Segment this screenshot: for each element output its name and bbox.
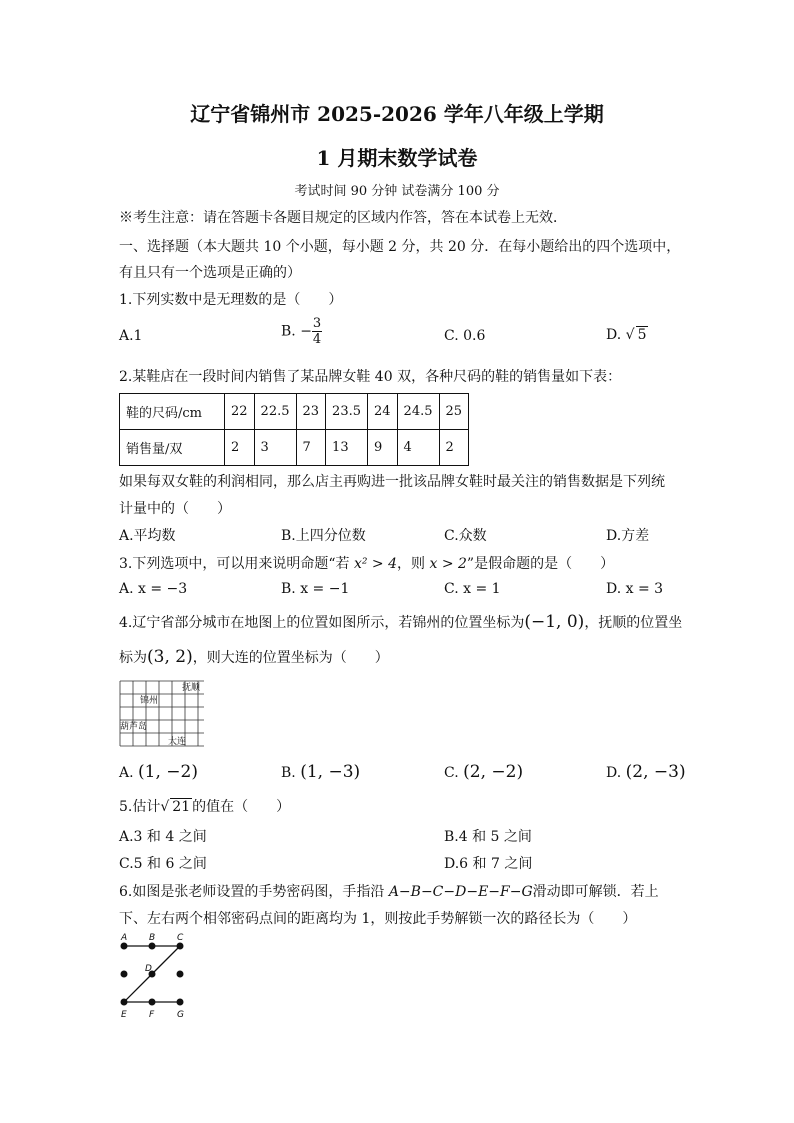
q1-option-a: A.1 (119, 328, 143, 344)
q4-option-a (119, 762, 198, 782)
fraction-numerator: 3 (312, 316, 322, 331)
q4-option-b (281, 762, 360, 782)
table-cell: 9 (368, 430, 398, 466)
q2-option-b: B.上四分位数 (281, 528, 366, 544)
q3-condition-2: x > 2 (429, 556, 467, 572)
table-row-header: 鞋的尺码/cm (120, 394, 225, 430)
dot-left-middle (121, 971, 128, 978)
exam-subtitle: 考试时间 90 分钟 试卷满分 100 分 (294, 184, 500, 199)
q4-option-b-prefix: B. (281, 765, 301, 781)
table-cell: 24 (368, 394, 398, 430)
q3-option-d: D. x = 3 (606, 581, 664, 597)
q2-option-a: A.平均数 (119, 528, 176, 544)
notice-text: ※考生注意：请在答题卡各题目规定的区域内作答，答在本试卷上无效． (119, 210, 567, 226)
q5-option-b: B.4 和 5 之间 (444, 829, 532, 845)
q3-stem-prefix: 3.下列选项中，可以用来说明命题“若 (119, 556, 354, 572)
section1-heading: 一、选择题（本大题共 10 个小题，每小题 2 分，共 20 分．在每小题给出的四个选项中， (119, 239, 681, 255)
q3-stem-mid: ，则 (397, 556, 430, 572)
shoe-size-table (119, 393, 469, 466)
table-row (120, 394, 469, 430)
q5-stem-suffix: 的值在（ ） (192, 799, 291, 815)
section1-heading-cont: 有且只有一个选项是正确的） (119, 265, 301, 281)
dot-label-b: B (149, 933, 156, 943)
q4-coord-jinzhou: (−1, 0) (524, 612, 585, 632)
table-cell: 23 (296, 394, 326, 430)
q4-option-c-prefix: C. (444, 765, 464, 781)
exam-title-line1: 辽宁省锦州市 2025-2026 学年八年级上学期 (190, 102, 604, 126)
dot-label-g: G (177, 1010, 184, 1020)
q3-option-b: B. x = −1 (281, 581, 350, 597)
table-row (120, 430, 469, 466)
q4-stem-prefix: 4.辽宁省部分城市在地图上的位置如图所示，若锦州的位置坐标为 (119, 615, 525, 631)
q4-option-d-coord: (2, −3) (625, 762, 686, 782)
sqrt-symbol: √ (625, 327, 635, 343)
dot-label-d: D (145, 964, 152, 974)
q4-option-c (444, 762, 523, 782)
dot-e (121, 999, 128, 1006)
exam-title-line2: 1 月期末数学试卷 (316, 146, 478, 170)
table-cell: 22 (225, 394, 255, 430)
table-cell: 22.5 (254, 394, 296, 430)
gesture-lock-diagram (112, 930, 196, 1022)
table-cell: 3 (254, 430, 296, 466)
table-cell: 25 (439, 394, 469, 430)
q4-stem-line2 (119, 647, 389, 667)
city-grid-map (118, 678, 210, 750)
table-cell: 24.5 (397, 394, 439, 430)
q2-option-d: D.方差 (606, 528, 650, 544)
sqrt-symbol: √ (160, 799, 170, 815)
q4-stem-suffix: ，则大连的位置坐标为（ ） (192, 650, 389, 666)
q4-option-d-prefix: D. (606, 765, 626, 781)
dot-label-f: F (149, 1010, 155, 1020)
q1-option-b (281, 316, 322, 347)
q3-option-a: A. x = −3 (119, 581, 188, 597)
q4-option-a-coord: (1, −2) (138, 762, 198, 782)
q2-question-cont: 计量中的（ ） (119, 501, 231, 517)
table-cell: 23.5 (326, 394, 368, 430)
q3-stem (119, 553, 614, 573)
q5-option-a: A.3 和 4 之间 (119, 829, 207, 845)
q5-stem-prefix: 5.估计 (119, 799, 161, 815)
q1-option-c: C. 0.6 (444, 328, 486, 344)
table-cell: 4 (397, 430, 439, 466)
dot-c (177, 943, 184, 950)
dot-right-middle (177, 971, 184, 978)
q1-option-b-prefix: B. − (281, 323, 312, 340)
q4-stem-mid: ，抚顺的位置坐 (584, 615, 683, 631)
dot-g (177, 999, 184, 1006)
dot-b (149, 943, 156, 950)
q6-stem-line2: 下、左右两个相邻密码点间的距离均为 1，则按此手势解锁一次的路径长为（ ） (119, 911, 637, 927)
q5-stem (119, 796, 290, 816)
q5-radicand: 21 (172, 799, 191, 815)
q1-option-d (606, 326, 648, 343)
q4-option-d (606, 762, 686, 782)
q5-option-c: C.5 和 6 之间 (119, 856, 207, 872)
q3-condition-1: x² > 4 (353, 556, 398, 572)
dot-a (121, 943, 128, 950)
q4-stem-line2-prefix: 标为 (119, 650, 147, 666)
dot-f (149, 999, 156, 1006)
map-label-jinzhou: 锦州 (140, 696, 159, 706)
q3-option-c: C. x = 1 (444, 581, 501, 597)
table-cell: 2 (225, 430, 255, 466)
q1-option-b-fraction (312, 316, 322, 347)
q1-stem: 1.下列实数中是无理数的是（ ） (119, 292, 343, 308)
map-label-huludao: 葫芦岛 (120, 722, 148, 732)
q2-question: 如果每双女鞋的利润相同，那么店主再购进一批该品牌女鞋时最关注的销售数据是下列统 (119, 474, 665, 490)
q5-option-d: D.6 和 7 之间 (444, 856, 533, 872)
table-cell: 2 (439, 430, 469, 466)
table-cell: 13 (326, 430, 368, 466)
dot-label-a: A (121, 933, 128, 943)
q6-stem-line1 (119, 881, 659, 901)
q2-option-c: C.众数 (444, 528, 487, 544)
dot-label-c: C (177, 933, 184, 943)
q4-stem-line1 (119, 612, 682, 632)
q3-stem-suffix: ”是假命题的是（ ） (466, 556, 615, 572)
map-label-fushun: 抚顺 (182, 683, 201, 693)
q1-option-d-radicand: 5 (637, 327, 647, 343)
q4-option-b-coord: (1, −3) (300, 762, 361, 782)
q2-stem: 2.某鞋店在一段时间内销售了某品牌女鞋 40 双，各种尺码的鞋的销售量如下表： (119, 369, 622, 385)
table-cell: 7 (296, 430, 326, 466)
map-label-dalian: 大连 (168, 737, 187, 747)
table-row-header: 销售量/双 (120, 430, 225, 466)
q6-stem-suffix: 滑动即可解锁．若上 (532, 884, 659, 900)
q1-option-d-prefix: D. (606, 327, 626, 343)
q6-stem-prefix: 6.如图是张老师设置的手势密码图，手指沿 (119, 884, 389, 900)
fraction-denominator: 4 (312, 332, 322, 347)
dot-label-e: E (121, 1010, 127, 1020)
q4-option-a-prefix: A. (119, 765, 139, 781)
q6-path: A−B−C−D−E−F−G (388, 884, 533, 900)
q4-coord-fushun: (3, 2) (147, 647, 193, 667)
q4-option-c-coord: (2, −2) (463, 762, 524, 782)
